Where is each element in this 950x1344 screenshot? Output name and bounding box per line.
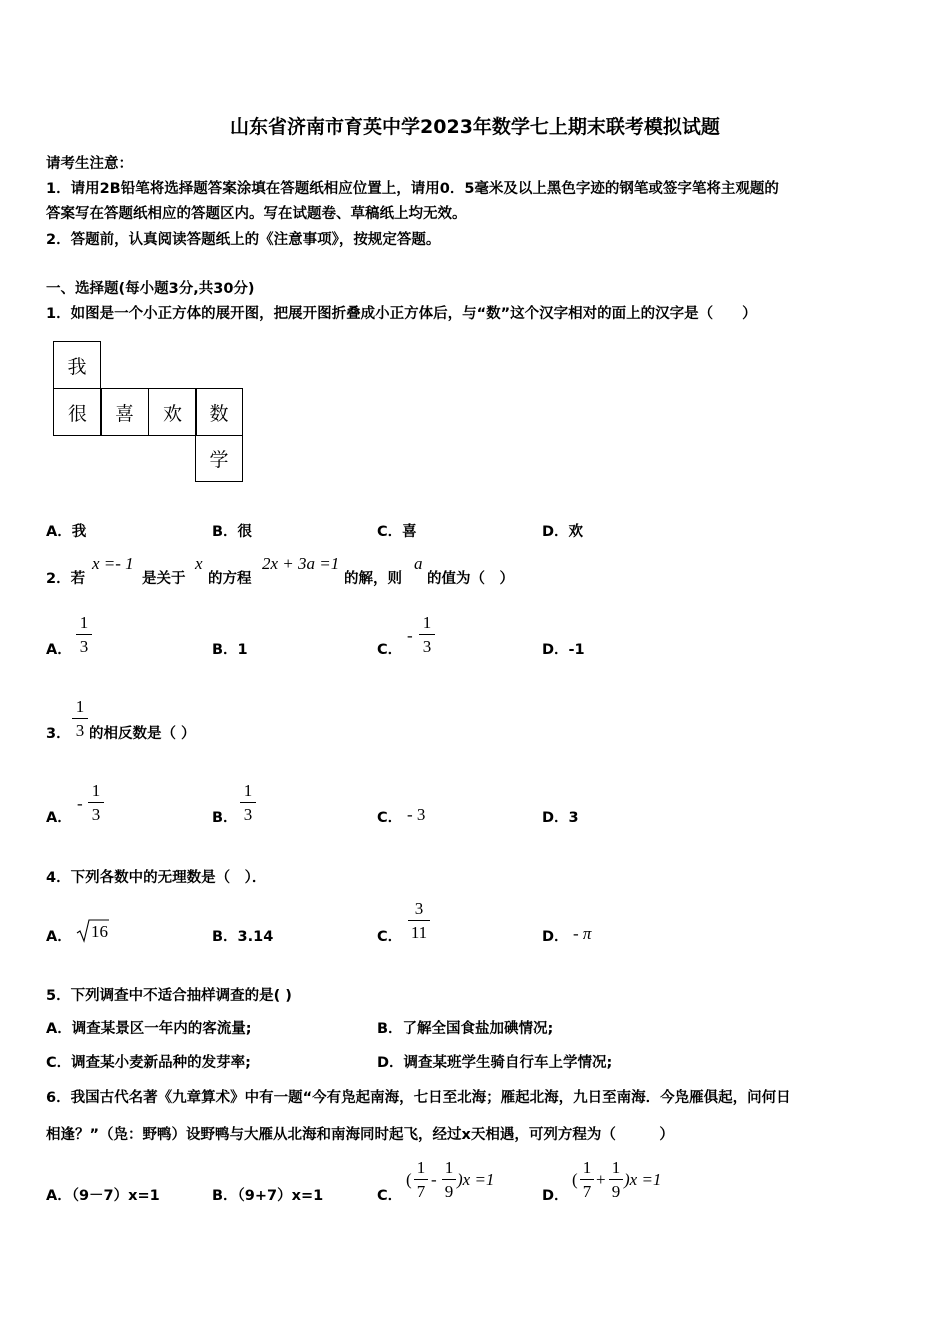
q3-option-c-label[interactable]: C． [377, 810, 403, 826]
q1-option-a[interactable]: A．我 [46, 524, 87, 540]
denominator: 11 [410, 923, 428, 942]
q4-option-c-fraction [408, 900, 430, 941]
minus-sign: - [407, 626, 413, 645]
q2-option-a-fraction [76, 614, 92, 655]
q1-option-c[interactable]: C．喜 [377, 524, 417, 540]
net-cell: 很 [53, 388, 102, 436]
q5-stem: 5．下列调查中不适合抽样调查的是( ) [46, 988, 292, 1004]
q2-stem-4: 的解，则 [344, 571, 402, 587]
net-cell: 学 [195, 435, 243, 482]
q6-option-b[interactable]: B．（9+7）x=1 [212, 1188, 324, 1204]
notice-line-1a: 1．请用2B铅笔将选择题答案涂填在答题纸相应位置上，请用0．5毫米及以上黑色字迹的钢笔或签字笔将主观题的 [46, 181, 779, 197]
numerator: 1 [422, 613, 432, 632]
net-cell: 欢 [148, 388, 197, 436]
q3-option-b-fraction [240, 782, 256, 823]
denominator: 3 [422, 637, 432, 656]
numerator: 1 [582, 1158, 592, 1177]
numerator: 1 [91, 781, 101, 800]
fraction-one-seventh [580, 1159, 594, 1200]
q3-option-d[interactable]: D．3 [542, 810, 579, 826]
q2-option-b[interactable]: B．1 [212, 642, 248, 658]
q5-option-d[interactable]: D．调查某班学生骑自行车上学情况; [377, 1055, 613, 1071]
q2-stem-3: 的方程 [208, 571, 252, 587]
plus-sign: + [596, 1170, 606, 1189]
equation-tail: )x =1 [457, 1170, 495, 1189]
q5-option-b[interactable]: B．了解全国食盐加碘情况; [377, 1021, 554, 1037]
minus-sign: - [77, 794, 83, 813]
denominator: 3 [75, 721, 85, 740]
q2-stem-1: 2．若 [46, 571, 86, 587]
numerator: 1 [611, 1158, 621, 1177]
q6-option-c-label[interactable]: C． [377, 1188, 403, 1204]
section-heading: 一、选择题(每小题3分,共30分) [46, 281, 255, 297]
q4-option-d-value: - π [573, 924, 592, 943]
fraction-one-ninth [442, 1159, 456, 1200]
q6-option-a[interactable]: A．（9－7）x=1 [46, 1188, 160, 1204]
q6-stem-line-2: 相逢？”（凫：野鸭）设野鸭与大雁从北海和南海同时起飞，经过x天相遇，可列方程为（ ） [46, 1127, 674, 1143]
q3-label: 3． [46, 726, 71, 742]
denominator: 3 [91, 805, 101, 824]
q4-option-b[interactable]: B．3.14 [212, 929, 274, 945]
q4-option-a-label[interactable]: A． [46, 929, 72, 945]
q3-stem: 的相反数是（ ） [89, 726, 196, 742]
q5-option-a[interactable]: A．调查某景区一年内的客流量; [46, 1021, 252, 1037]
notice-line-2: 2．答题前，认真阅读答题纸上的《注意事项》，按规定答题。 [46, 232, 441, 248]
q2-stem-2: 是关于 [142, 571, 186, 587]
q3-option-a-fraction [88, 782, 104, 823]
denominator: 3 [243, 805, 253, 824]
equation-tail: )x =1 [624, 1170, 662, 1189]
q6-stem-line-1: 6．我国古代名著《九章算术》中有一题“今有凫起南海，七日至北海；雁起北海，九日至南海．今凫雁俱起，问何日 [46, 1090, 791, 1106]
q6-option-d-label[interactable]: D． [542, 1188, 569, 1204]
fraction-one-ninth [609, 1159, 623, 1200]
q3-option-a-label[interactable]: A． [46, 810, 72, 826]
q2-option-a-label[interactable]: A． [46, 642, 72, 658]
numerator: 1 [79, 613, 89, 632]
denominator: 9 [444, 1182, 454, 1201]
q3-stem-fraction [72, 698, 88, 739]
open-paren: ( [406, 1170, 412, 1189]
q4-stem: 4．下列各数中的无理数是（ ）． [46, 870, 267, 886]
fraction-one-seventh [414, 1159, 428, 1200]
q2-stem-5: 的值为（ ） [427, 571, 514, 587]
q4-option-a-radicand: 16 [91, 922, 108, 941]
net-cell: 我 [53, 341, 101, 389]
q2-math-a: a [414, 554, 423, 573]
minus-sign: - [431, 1170, 437, 1189]
page-title: 山东省济南市育英中学2023年数学七上期末联考模拟试题 [230, 116, 720, 138]
q1-option-d[interactable]: D．欢 [542, 524, 584, 540]
numerator: 1 [444, 1158, 454, 1177]
numerator: 1 [416, 1158, 426, 1177]
q4-option-d-label[interactable]: D． [542, 929, 569, 945]
numerator: 1 [75, 697, 85, 716]
notice-line-1b: 答案写在答题纸相应的答题区内。写在试题卷、草稿纸上均无效。 [46, 206, 467, 222]
q2-option-c-fraction [419, 614, 435, 655]
denominator: 9 [611, 1182, 621, 1201]
q3-option-c-value: - 3 [407, 805, 426, 824]
denominator: 7 [582, 1182, 592, 1201]
q2-math-x: x [195, 554, 203, 573]
notice-heading: 请考生注意： [46, 156, 133, 172]
q2-option-c-label[interactable]: C． [377, 642, 403, 658]
net-cell: 喜 [100, 388, 149, 436]
denominator: 3 [79, 637, 89, 656]
q5-option-c[interactable]: C．调查某小麦新品种的发芽率; [46, 1055, 251, 1071]
denominator: 7 [416, 1182, 426, 1201]
numerator: 3 [414, 899, 424, 918]
q3-option-b-label[interactable]: B． [212, 810, 238, 826]
open-paren: ( [572, 1170, 578, 1189]
q2-math-x-eq: x =- 1 [92, 554, 134, 573]
q1-stem: 1．如图是一个小正方体的展开图，把展开图折叠成小正方体后，与“数”这个汉字相对的面上的汉字是（ ） [46, 306, 757, 322]
q1-option-b[interactable]: B．很 [212, 524, 253, 540]
numerator: 1 [243, 781, 253, 800]
q2-math-equation: 2x + 3a =1 [262, 554, 340, 573]
q4-option-c-label[interactable]: C． [377, 929, 403, 945]
q2-option-d[interactable]: D．-1 [542, 642, 585, 658]
net-cell: 数 [195, 388, 243, 436]
